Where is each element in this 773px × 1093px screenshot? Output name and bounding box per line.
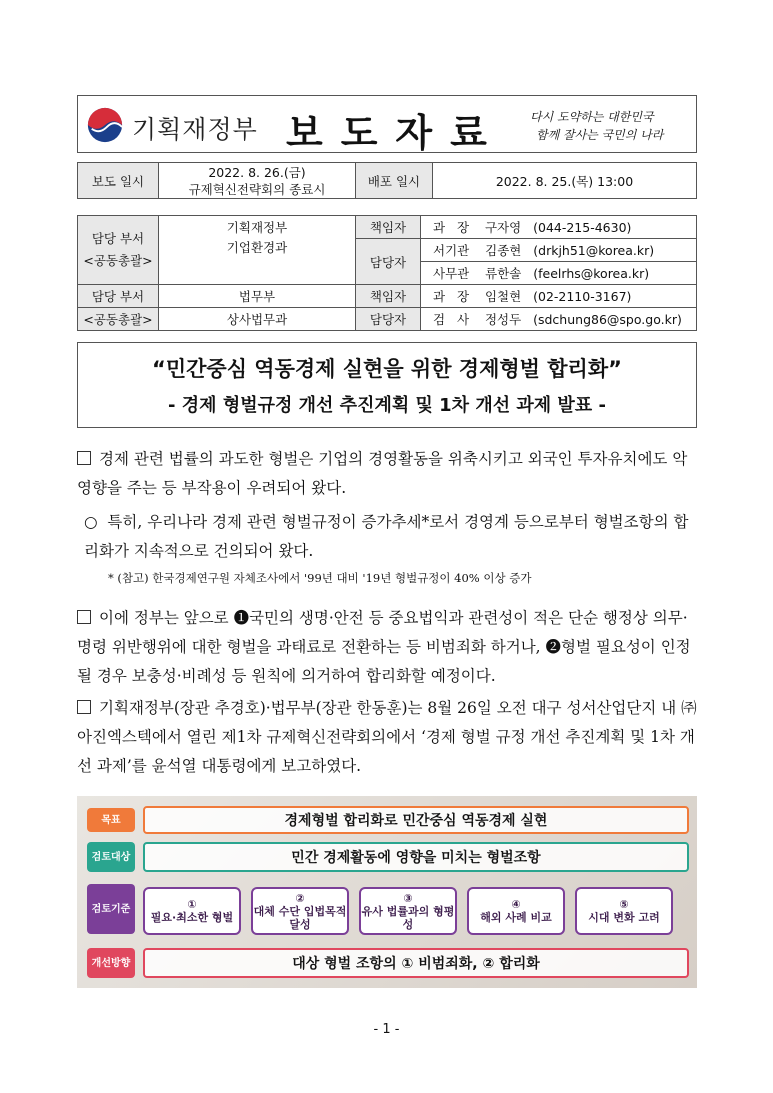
ministry-name: 기획재정부 (226, 220, 288, 235)
criteria-item (251, 887, 349, 935)
headline-title: “민간중심 역동경제 실현을 위한 경제형벌 합리화” (152, 357, 622, 381)
manager-contact: 과 장 임철현 (02-2110-3167) (421, 285, 697, 308)
distribution-label: 배포 일시 (356, 163, 433, 199)
dept-org (159, 216, 356, 285)
staff-label: 담당자 (356, 308, 421, 331)
square-bullet-icon (77, 610, 91, 624)
dept-label-text: 담당 부서 (91, 231, 145, 246)
staff-contact: 사무관 류한솔 (feelrhs@korea.kr) (421, 262, 697, 285)
criteria-item (467, 887, 565, 935)
criteria-item (575, 887, 673, 935)
manager-contact: 과 장 구자영 (044-215-4630) (421, 216, 697, 239)
criteria-num: ④ (511, 898, 521, 911)
criteria-tag: 검토기준 (87, 884, 135, 934)
staff-contact: 검 사 정성두 (sdchung86@spo.go.kr) (421, 308, 697, 331)
dept-label-sub: <공동총괄> (78, 308, 159, 331)
paragraph-3 (77, 604, 702, 691)
square-bullet-icon (77, 700, 91, 714)
government-logo-icon (86, 106, 124, 144)
dept-label-sub: <공동총괄> (83, 253, 153, 268)
criteria-num: ② (295, 891, 305, 905)
page-number: - 1 - (373, 1022, 400, 1037)
release-date-value (159, 163, 356, 199)
release-date: 2022. 8. 26.(금) (208, 164, 306, 180)
slogan-line1: 다시 도약하는 대한민국 (530, 110, 654, 124)
direction-bar: 대상 형벌 조항의 ① 비범죄화, ② 합리화 (143, 948, 689, 978)
org-name: 기획재정부 (132, 115, 258, 144)
criteria-text: 대체 수단 입법목적 달성 (253, 904, 347, 931)
paragraph-4-text: 기획재정부(장관 추경호)·법무부(장관 한동훈)는 8월 26일 오전 대구 성서산업단지 내 ㈜아진엑스텍에서 열린 제1차 규제혁신전략회의에서 ‘경제 형벌 규정 개선 추진계획 및 1차 개선 과제’를 윤석열 대통령에게 보고하였다. (77, 699, 697, 775)
staff-contact: 서기관 김종현 (drkjh51@korea.kr) (421, 239, 697, 262)
dept-label (78, 216, 159, 285)
distribution-value: 2022. 8. 25.(목) 13:00 (433, 163, 697, 199)
criteria-num: ① (187, 898, 197, 911)
square-bullet-icon (77, 451, 91, 465)
target-tag: 검토대상 (87, 842, 135, 872)
paragraph-2-text: 특히, 우리나라 경제 관련 형벌규정이 증가추세*로서 경영계 등으로부터 형벌조항의 합리화가 지속적으로 건의되어 왔다. (84, 513, 689, 560)
contact-table (77, 215, 697, 331)
criteria-num: ⑤ (619, 898, 629, 911)
criteria-item (143, 887, 241, 935)
paragraph-4 (77, 694, 702, 781)
criteria-num: ③ (403, 891, 413, 905)
release-date-table (77, 162, 697, 199)
headline-box (77, 342, 697, 428)
paragraph-1-text: 경제 관련 법률의 과도한 형벌은 기업의 경영활동을 위축시키고 외국인 투자유치에도 악영향을 주는 등 부작용이 우려되어 왔다. (77, 450, 688, 497)
manager-label: 책임자 (356, 285, 421, 308)
direction-tag: 개선방향 (87, 948, 135, 978)
release-condition: 규제혁신전략회의 종료시 (188, 181, 326, 197)
paragraph-3-text: 이에 정부는 앞으로 ❶국민의 생명·안전 등 중요법익과 관련성이 적은 단순 행정상 의무·명령 위반행위에 대한 형벌을 과태료로 전환하는 등 비범죄화 하거나, ❷형벌 필요성이 인정될 경우 보충성·비례성 등 원칙에 의거하여 합리화할 예정이다. (77, 609, 691, 685)
paragraph-1 (77, 445, 702, 503)
criteria-text: 유사 법률과의 형평성 (361, 904, 455, 931)
staff-label: 담당자 (356, 239, 421, 285)
division-name: 기업환경과 (226, 240, 288, 255)
policy-infographic (77, 796, 697, 988)
dept-label-text: 담당 부서 (78, 285, 159, 308)
slogan-line2: 함께 잘사는 국민의 나라 (536, 128, 664, 142)
criteria-item (359, 887, 457, 935)
press-release-header (77, 95, 697, 153)
goal-bar: 경제형벌 합리화로 민간중심 역동경제 실현 (143, 806, 689, 834)
headline-subtitle: - 경제 형벌규정 개선 추진계획 및 1차 개선 과제 발표 - (168, 395, 606, 416)
criteria-text: 시대 변화 고려 (588, 911, 660, 924)
division-name: 상사법무과 (159, 308, 356, 331)
ministry-name: 법무부 (159, 285, 356, 308)
manager-label: 책임자 (356, 216, 421, 239)
doc-title: 보도자료 (286, 110, 505, 155)
paragraph-2 (84, 508, 702, 566)
criteria-text: 해외 사례 비교 (480, 911, 552, 924)
circle-bullet-icon: ○ (84, 513, 108, 531)
goal-tag: 목표 (87, 808, 135, 832)
release-date-label: 보도 일시 (78, 163, 159, 199)
target-bar: 민간 경제활동에 영향을 미치는 형벌조항 (143, 842, 689, 872)
criteria-text: 필요·최소한 형벌 (150, 911, 234, 924)
footnote: * (참고) 한국경제연구원 자체조사에서 '99년 대비 '19년 형벌규정이 40% 이상 증가 (108, 571, 532, 585)
